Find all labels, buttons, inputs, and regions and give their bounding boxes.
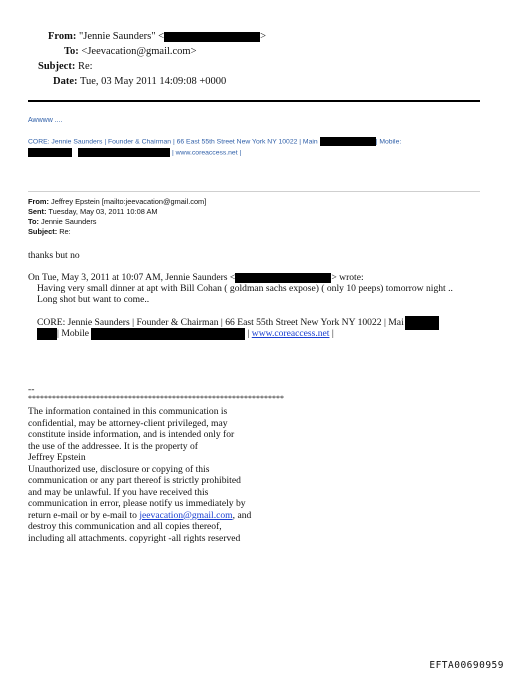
fwd-sent-row [28,207,158,216]
section-divider [28,191,480,192]
disclaimer-line: destroy this communication and all copies thereof, [28,521,222,532]
disclaimer-email-pre: return e-mail or by e-mail to [28,509,140,521]
fwd-from-label: From: [28,197,49,206]
header-date-label: Date: [53,76,78,87]
disclaimer-line: and may be unlawful. If you have received this [28,486,209,498]
header-from-tail: > [260,31,266,42]
fwd-to-row [28,217,97,226]
redaction-block [235,273,331,283]
disclaimer-email-link[interactable]: jeevacation@gmail.com [139,509,233,521]
quoted-signature-text: CORE: Jennie Saunders | Founder & Chairman | 66 East 55th Street New York NY 10022 | Mai [37,317,404,329]
signature-site: | www.coreaccess.net | [172,149,242,157]
header-from-row [48,31,266,42]
disclaimer-line: the use of the addressee. It is the property of [28,440,198,452]
header-subject-label: Subject: [38,61,76,72]
disclaimer-line: communication in error, please notify us immediately by [28,498,246,509]
header-date-row [53,76,226,87]
disclaimer-email-line [28,510,251,522]
disclaimer-line: confidential, may be attorney-client privileged, may [28,417,228,429]
quoted-signature-bar: | [247,328,250,340]
disclaimer-email-post: , and [232,509,252,521]
redaction-block [164,32,260,42]
quoted-signature-line2 [37,328,334,340]
redaction-block [78,148,170,157]
quoted-intro-tail: > wrote: [331,272,364,283]
fwd-from-value: Jeffrey Epstein [mailto:jeevacation@gmail.com] [51,197,207,206]
quoted-line2: Long shot but want to come.. [37,294,150,305]
header-divider [28,100,480,102]
redaction-block [405,316,439,330]
redaction-block [91,328,245,340]
quoted-intro-text: On Tue, May 3, 2011 at 10:07 AM, Jennie Saunders < [28,272,236,283]
fwd-to-label: To: [28,217,39,226]
fwd-sent-label: Sent: [28,207,47,216]
footer-stars: **************************************************************** [28,394,284,403]
disclaimer-line: communication or any part thereof is strictly prohibited [28,475,241,486]
header-date-value: Tue, 03 May 2011 14:09:08 +0000 [79,76,227,87]
redaction-block [28,148,72,157]
footer-disclaimer [28,406,251,544]
disclaimer-line: Unauthorized use, disclosure or copying of this [28,463,210,475]
redaction-block [320,137,376,146]
header-to-value: <Jeevacation@gmail.com> [81,46,197,57]
header-from-label: From: [48,31,77,42]
disclaimer-line: including all attachments. copyright -all rights reserved [28,532,241,544]
header-subject-row [38,61,93,72]
quoted-signature-mobile: | Mobile [57,328,90,340]
fwd-sent-value: Tuesday, May 03, 2011 10:08 AM [48,207,158,216]
quoted-signature-link[interactable]: www.coreaccess.net [251,328,330,340]
header-subject-value: Re: [77,61,93,72]
header-from-value: "Jennie Saunders" < [79,31,165,42]
header-to-row [64,46,197,57]
disclaimer-line: Jeffrey Epstein [28,452,86,463]
disclaimer-line: The information contained in this communication is [28,406,228,417]
fwd-subject-row [28,227,71,236]
reply-signature-line1 [28,137,401,146]
fwd-subject-label: Subject: [28,227,58,236]
fwd-subject-value: Re: [59,227,71,236]
signature-text: CORE: Jennie Saunders | Founder & Chairman | 66 East 55th Street New York NY 10022 | Main [28,138,318,146]
quoted-intro [28,272,364,283]
fwd-from-row [28,197,206,206]
signature-mobile: | Mobile: [375,138,402,146]
redaction-block [37,328,57,340]
fwd-to-value: Jennie Saunders [41,217,97,226]
quoted-signature-bar: | [331,328,334,340]
fwd-body: thanks but no [28,250,80,261]
header-to-label: To: [64,46,79,57]
footer-dashes: -- [28,384,35,395]
reply-signature-line2 [28,148,241,157]
quoted-line1: Having very small dinner at apt with Bill Cohan ( goldman sachs expose) ( only 10 peeps) tomorrow night .. [37,283,453,294]
reply-text: Awwww .... [28,117,63,124]
document-stamp: EFTA00690959 [429,660,504,671]
disclaimer-line: constitute inside information, and is intended only for [28,429,235,440]
